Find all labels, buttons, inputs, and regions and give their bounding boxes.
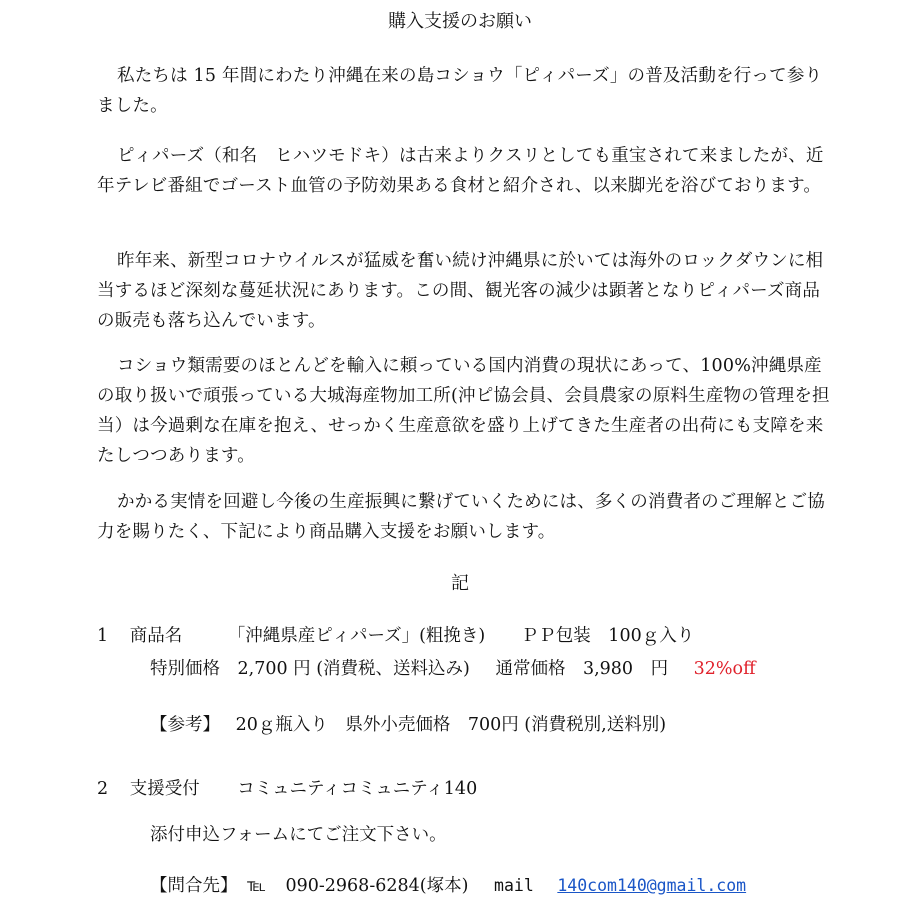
document-title: 購入支援のお願い: [388, 11, 532, 32]
receiver-name: コミュニティコミュニティ140: [237, 779, 478, 799]
item1-number: 1: [97, 626, 109, 646]
order-note: 添付申込フォームにてご注文下さい。: [150, 825, 447, 845]
reference-line: [150, 713, 666, 737]
special-price: 特別価格 2,700 円 (消費税、送料込み): [150, 659, 470, 679]
tel-number: 090-2968-6284(塚本): [285, 876, 469, 896]
item1-line: [97, 624, 694, 648]
item2-label: 支援受付: [129, 779, 200, 799]
item2-line: [97, 777, 477, 801]
regular-price: 通常価格 3,980 円: [495, 659, 669, 679]
paragraph-3: 昨年来、新型コロナウイルスが猛威を奮い続け沖縄県に於いては海外のロックダウンに相当するほど深刻な蔓延状況にあります。この間、観光客の減少は顕著となりピィパーズ商品の販売も落ち込んでいます。: [97, 251, 824, 331]
tel-icon: ℡: [247, 876, 266, 896]
item2-number: 2: [97, 779, 109, 799]
discount-badge: 32%off: [693, 659, 756, 679]
item1-package: ＰＰ包装 100ｇ入り: [520, 626, 695, 646]
contact-label: 【問合先】: [150, 876, 238, 896]
item1-product: 「沖縄県産ピィパーズ」(粗挽き): [227, 626, 486, 646]
email-link[interactable]: 140com140@gmail.com: [557, 876, 747, 895]
paragraph-4: コショウ類需要のほとんどを輸入に頼っている国内消費の現状にあって、100%沖縄県産の取り扱いで頑張っている大城海産物加工所(沖ピ協会員、会員農家の原料生産物の管理を担当）は今過剰な在庫を抱え、せっかく生産意欲を盛り上げてきた生産者の出荷にも支障を来たしつつあります。: [97, 356, 830, 466]
contact-line: [150, 874, 746, 898]
reference-text: 20ｇ瓶入り 県外小売価格 700円 (消費税別,送料別): [235, 715, 667, 735]
item1-label: 商品名: [129, 626, 183, 646]
ki-heading: 記: [451, 573, 469, 594]
paragraph-5: かかる実情を回避し今後の生産振興に繋げていくためには、多くの消費者のご理解とご協力を賜りたく、下記により商品購入支援をお願いします。: [97, 492, 825, 542]
item1-price-line: [150, 657, 756, 681]
reference-label: 【参考】: [150, 715, 220, 735]
mail-label: mail: [494, 876, 534, 895]
paragraph-2: ピィパーズ（和名 ヒハツモドキ）は古来よりクスリとしても重宝されて来ましたが、近年テレビ番組でゴースト血管の予防効果ある食材と紹介され、以来脚光を浴びております。: [97, 146, 824, 196]
paragraph-1: 私たちは 15 年間にわたり沖縄在来の島コショウ「ピィパーズ」の普及活動を行って参りました。: [97, 66, 823, 116]
